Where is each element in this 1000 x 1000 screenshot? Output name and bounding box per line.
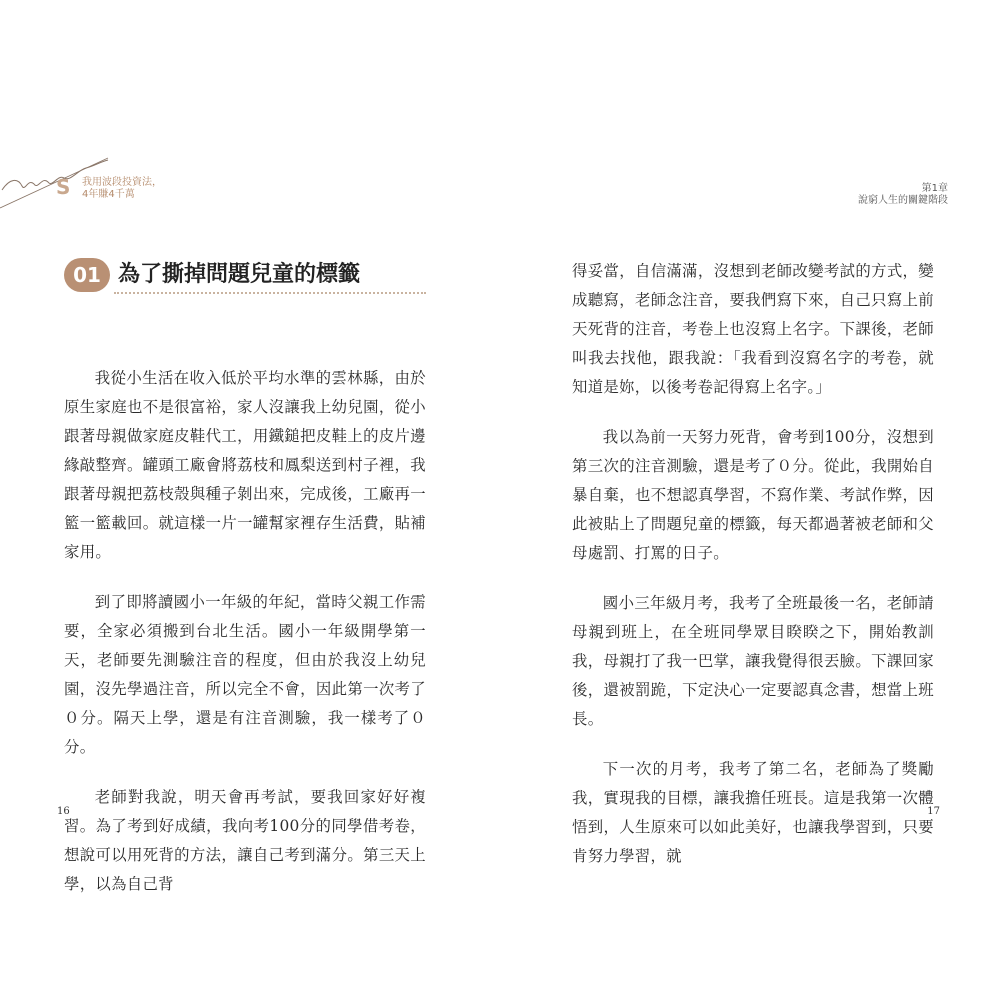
section-title: 為了撕掉問題兒童的標籤 (118, 262, 361, 287)
chapter-label: 第1章 (921, 183, 948, 194)
chapter-title-header: 說窮人生的關鍵階段 (858, 195, 948, 206)
section-heading (64, 258, 426, 298)
paragraph: 我以為前一天努力死背，會考到100分，沒想到第三次的注音測驗，還是考了０分。從此，我開始自暴自棄，也不想認真學習，不寫作業、考試作弊，因此被貼上了問題兒童的標籤，每天都過著被老師和父母處罰、打罵的日子。 (572, 428, 934, 562)
paragraph: 下一次的月考，我考了第二名，老師為了獎勵我，實現我的目標，讓我擔任班長。這是我第一次體悟到，人生原來可以如此美好，也讓我學習到，只要肯努力學習，就 (572, 760, 934, 865)
right-page-body (572, 257, 934, 892)
svg-text:S: S (56, 175, 71, 199)
page-number-left: 16 (57, 806, 70, 817)
paragraph: 到了即將讀國小一年級的年紀，當時父親工作需要，全家必須搬到台北生活。國小一年級開學第一天，老師要先測驗注音的程度，但由於我沒上幼兒園，沒先學過注音，所以完全不會，因此第一次考了０分。隔天上學，還是有注音測驗，我一樣考了０分。 (64, 593, 426, 756)
paragraph: 我從小生活在收入低於平均水準的雲林縣，由於原生家庭也不是很富裕，家人沒讓我上幼兒園，從小跟著母親做家庭皮鞋代工，用鐵鎚把皮鞋上的皮片邊緣敲整齊。罐頭工廠會將荔枝和鳳梨送到村子裡，我跟著母親把荔枝殼與種子剝出來，完成後，工廠再一籃一籃載回。就這樣一片一罐幫家裡存生活費，貼補家用。 (64, 369, 426, 561)
title-underline-divider (114, 292, 426, 294)
book-title-line-2: 4年賺4千萬 (82, 189, 135, 200)
left-page-body (64, 364, 426, 920)
running-header-chapter (858, 183, 948, 207)
paragraph: 國小三年級月考，我考了全班最後一名，老師請母親到班上，在全班同學眾目睽睽之下，開始教訓我，母親打了我一巴掌，讓我覺得很丟臉。下課回家後，還被罰跪，下定決心一定要認真念書，想當上班長。 (572, 594, 934, 728)
paragraph: 老師對我說，明天會再考試，要我回家好好複習。為了考到好成績，我向考100分的同學借考卷，想說可以用死背的方法，讓自己考到滿分。第三天上學，以為自己背 (64, 788, 426, 893)
running-header-book-title (82, 177, 162, 201)
page-number-right: 17 (927, 806, 940, 817)
paragraph: 得妥當，自信滿滿，沒想到老師改變考試的方式，變成聽寫，老師念注音，要我們寫下來，自己只寫上前天死背的注音，考卷上也沒寫上名字。下課後，老師叫我去找他，跟我說：「我看到沒寫名字的考卷，就知道是妳，以後考卷記得寫上名字。」 (572, 262, 934, 396)
section-number-badge: 01 (64, 258, 110, 292)
book-title-line-1: 我用波段投資法， (82, 177, 162, 188)
